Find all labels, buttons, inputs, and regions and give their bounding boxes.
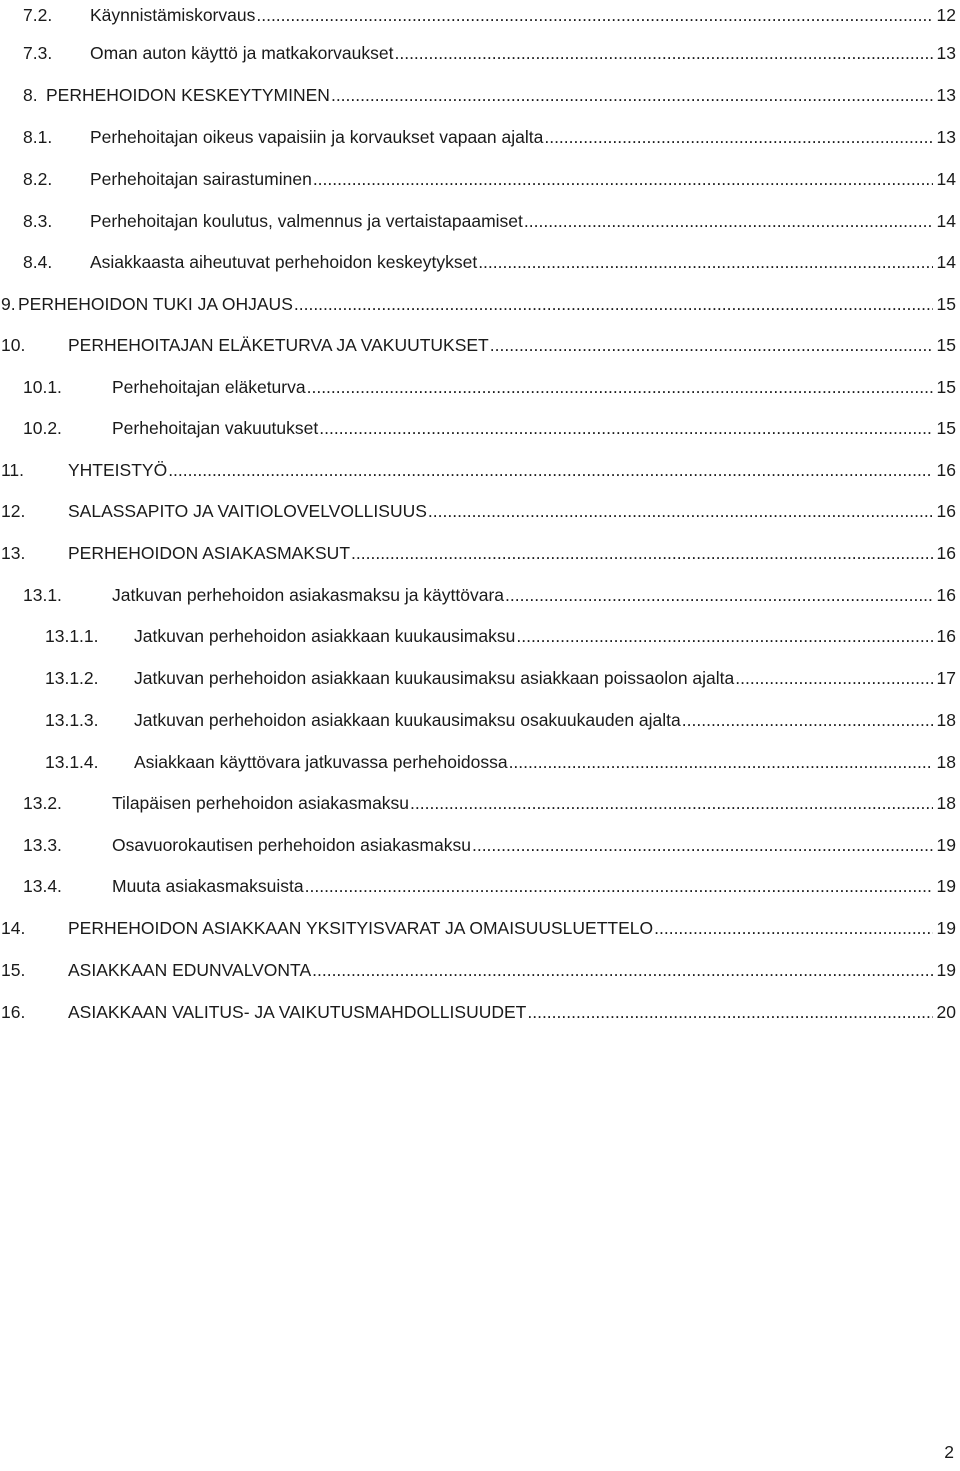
toc-entry-title: Jatkuvan perhehoidon asiakkaan kuukausimaksu asiakkaan poissaolon ajalta bbox=[134, 668, 735, 688]
toc-dot-leader bbox=[306, 372, 933, 402]
toc-entry-number: 13.4. bbox=[23, 876, 62, 896]
toc-entry-page: 14 bbox=[936, 252, 956, 272]
toc-entry-number: 13.1.1. bbox=[45, 626, 99, 646]
toc-dot-leader bbox=[312, 164, 933, 194]
toc-dot-leader bbox=[350, 538, 933, 568]
toc-entry-page: 19 bbox=[936, 835, 956, 855]
toc-entry-title: Perhehoitajan oikeus vapaisiin ja korvaukset vapaan ajalta bbox=[90, 127, 544, 147]
toc-dot-leader bbox=[653, 913, 932, 943]
toc-entry[interactable] bbox=[1, 496, 956, 526]
toc-entry-number: 10.1. bbox=[23, 377, 62, 397]
toc-dot-leader bbox=[255, 0, 932, 30]
toc-entry-title: Jatkuvan perhehoidon asiakasmaksu ja käyttövara bbox=[112, 585, 505, 605]
toc-entry-page: 19 bbox=[936, 918, 956, 938]
toc-entry-number: 13.1. bbox=[23, 585, 62, 605]
toc-entry[interactable] bbox=[23, 830, 956, 860]
toc-dot-leader bbox=[318, 413, 932, 443]
toc-entry[interactable] bbox=[23, 0, 956, 30]
toc-entry-title: Muuta asiakasmaksuista bbox=[112, 876, 304, 896]
toc-entry[interactable] bbox=[23, 122, 956, 152]
toc-dot-leader bbox=[330, 80, 933, 110]
toc-entry-page: 13 bbox=[936, 85, 956, 105]
toc-entry[interactable] bbox=[23, 80, 956, 110]
toc-entry-title: ASIAKKAAN EDUNVALVONTA bbox=[68, 960, 312, 980]
toc-entry-number: 11. bbox=[1, 460, 25, 480]
toc-entry-page: 17 bbox=[936, 668, 956, 688]
toc-entry-number: 13. bbox=[1, 543, 26, 563]
toc-entry-title: PERHEHOIDON ASIAKASMAKSUT bbox=[68, 543, 351, 563]
toc-entry-page: 15 bbox=[936, 377, 956, 397]
toc-entry[interactable] bbox=[1, 330, 956, 360]
toc-entry-title: PERHEHOIDON TUKI JA OHJAUS bbox=[18, 294, 293, 314]
toc-entry-number: 13.1.3. bbox=[45, 710, 99, 730]
toc-entry-title: PERHEHOITAJAN ELÄKETURVA JA VAKUUTUKSET bbox=[68, 335, 489, 355]
toc-entry-page: 18 bbox=[936, 793, 956, 813]
toc-entry[interactable] bbox=[1, 538, 956, 568]
toc-entry[interactable] bbox=[45, 747, 956, 777]
toc-entry[interactable] bbox=[23, 164, 956, 194]
toc-entry-page: 16 bbox=[936, 460, 956, 480]
toc-entry-number: 16. bbox=[1, 1002, 26, 1022]
toc-dot-leader bbox=[393, 38, 932, 68]
toc-entry-number: 10. bbox=[1, 335, 26, 355]
toc-dot-leader bbox=[311, 955, 932, 985]
toc-entry[interactable] bbox=[23, 788, 956, 818]
toc-dot-leader bbox=[543, 122, 932, 152]
toc-entry-number: 14. bbox=[1, 918, 26, 938]
toc-entry-number: 10.2. bbox=[23, 418, 62, 438]
toc-entry[interactable] bbox=[23, 580, 956, 610]
toc-entry-page: 19 bbox=[936, 960, 956, 980]
toc-dot-leader bbox=[508, 747, 933, 777]
toc-entry-page: 16 bbox=[936, 626, 956, 646]
toc-dot-leader bbox=[477, 247, 932, 277]
toc-entry-number: 8.1. bbox=[23, 127, 53, 147]
toc-entry-title: Tilapäisen perhehoidon asiakasmaksu bbox=[112, 793, 410, 813]
toc-dot-leader bbox=[427, 496, 933, 526]
toc-entry-title: Jatkuvan perhehoidon asiakkaan kuukausimaksu osakuukauden ajalta bbox=[134, 710, 681, 730]
toc-entry-page: 19 bbox=[936, 876, 956, 896]
toc-entry[interactable] bbox=[23, 372, 956, 402]
toc-entry-title: Perhehoitajan vakuutukset bbox=[112, 418, 319, 438]
toc-entry-page: 14 bbox=[936, 169, 956, 189]
toc-entry[interactable] bbox=[23, 871, 956, 901]
toc-entry-title: Asiakkaan käyttövara jatkuvassa perhehoidossa bbox=[134, 752, 508, 772]
toc-entry-title: Asiakkaasta aiheutuvat perhehoidon keskeytykset bbox=[90, 252, 478, 272]
toc-entry-page: 18 bbox=[936, 752, 956, 772]
toc-dot-leader bbox=[515, 621, 932, 651]
toc-entry-page: 15 bbox=[936, 335, 956, 355]
toc-entry[interactable] bbox=[45, 621, 956, 651]
toc-entry-number: 13.2. bbox=[23, 793, 62, 813]
toc-entry-page: 13 bbox=[936, 43, 956, 63]
toc-entry-title: PERHEHOIDON ASIAKKAAN YKSITYISVARAT JA OMAISUUSLUETTELO bbox=[68, 918, 654, 938]
toc-dot-leader bbox=[304, 871, 933, 901]
toc-entry-number: 13.1.2. bbox=[45, 668, 99, 688]
toc-entry-number: 13.1.4. bbox=[45, 752, 99, 772]
toc-entry-page: 13 bbox=[936, 127, 956, 147]
toc-entry[interactable] bbox=[1, 289, 956, 319]
toc-entry[interactable] bbox=[1, 955, 956, 985]
toc-entry-title: Perhehoitajan eläketurva bbox=[112, 377, 306, 397]
toc-entry-number: 13.3. bbox=[23, 835, 62, 855]
toc-entry-title: SALASSAPITO JA VAITIOLOVELVOLLISUUS bbox=[68, 501, 427, 521]
toc-dot-leader bbox=[489, 330, 933, 360]
toc-entry[interactable] bbox=[45, 663, 956, 693]
toc-entry-title: Perhehoitajan koulutus, valmennus ja vertaistapaamiset bbox=[90, 211, 523, 231]
toc-dot-leader bbox=[681, 705, 933, 735]
toc-entry-page: 16 bbox=[936, 585, 956, 605]
toc-entry-page: 15 bbox=[936, 294, 956, 314]
toc-dot-leader bbox=[471, 830, 933, 860]
toc-entry-title: ASIAKKAAN VALITUS- JA VAIKUTUSMAHDOLLISUUDET bbox=[68, 1002, 527, 1022]
toc-entry-page: 20 bbox=[936, 1002, 956, 1022]
toc-entry-page: 12 bbox=[936, 5, 956, 25]
toc-entry-number: 15. bbox=[1, 960, 26, 980]
toc-entry-number: 8.4. bbox=[23, 252, 53, 272]
toc-entry-title: Käynnistämiskorvaus bbox=[90, 5, 256, 25]
toc-dot-leader bbox=[167, 455, 932, 485]
toc-dot-leader bbox=[734, 663, 932, 693]
toc-entry[interactable] bbox=[23, 413, 956, 443]
toc-dot-leader bbox=[526, 997, 932, 1027]
toc-entry-title: YHTEISTYÖ bbox=[68, 460, 168, 480]
toc-entry-number: 8.3. bbox=[23, 211, 53, 231]
toc-entry-page: 14 bbox=[936, 211, 956, 231]
toc-entry-number: 9. bbox=[1, 294, 16, 314]
toc-entry-page: 15 bbox=[936, 418, 956, 438]
toc-entry[interactable] bbox=[23, 206, 956, 236]
toc-entry-title: Jatkuvan perhehoidon asiakkaan kuukausimaksu bbox=[134, 626, 516, 646]
toc-entry-number: 7.3. bbox=[23, 43, 53, 63]
toc-entry[interactable] bbox=[1, 997, 956, 1027]
page-number: 2 bbox=[944, 1442, 954, 1462]
toc-dot-leader bbox=[409, 788, 933, 818]
toc-entry-page: 18 bbox=[936, 710, 956, 730]
toc-entry-page: 16 bbox=[936, 501, 956, 521]
toc-entry-page: 16 bbox=[936, 543, 956, 563]
toc-entry-number: 8. bbox=[23, 85, 38, 105]
toc-entry[interactable] bbox=[23, 247, 956, 277]
toc-entry-number: 12. bbox=[1, 501, 26, 521]
toc-entry-number: 7.2. bbox=[23, 5, 53, 25]
toc-dot-leader bbox=[523, 206, 933, 236]
toc-entry[interactable] bbox=[45, 705, 956, 735]
toc-entry-title: Perhehoitajan sairastuminen bbox=[90, 169, 312, 189]
toc-entry[interactable] bbox=[1, 913, 956, 943]
toc-dot-leader bbox=[293, 289, 933, 319]
toc-dot-leader bbox=[504, 580, 932, 610]
toc-entry[interactable] bbox=[23, 38, 956, 68]
toc-entry-title: Osavuorokautisen perhehoidon asiakasmaksu bbox=[112, 835, 471, 855]
toc-entry-title: PERHEHOIDON KESKEYTYMINEN bbox=[46, 85, 330, 105]
toc-entry-number: 8.2. bbox=[23, 169, 53, 189]
toc-entry[interactable] bbox=[1, 455, 956, 485]
toc-entry-title: Oman auton käyttö ja matkakorvaukset bbox=[90, 43, 394, 63]
